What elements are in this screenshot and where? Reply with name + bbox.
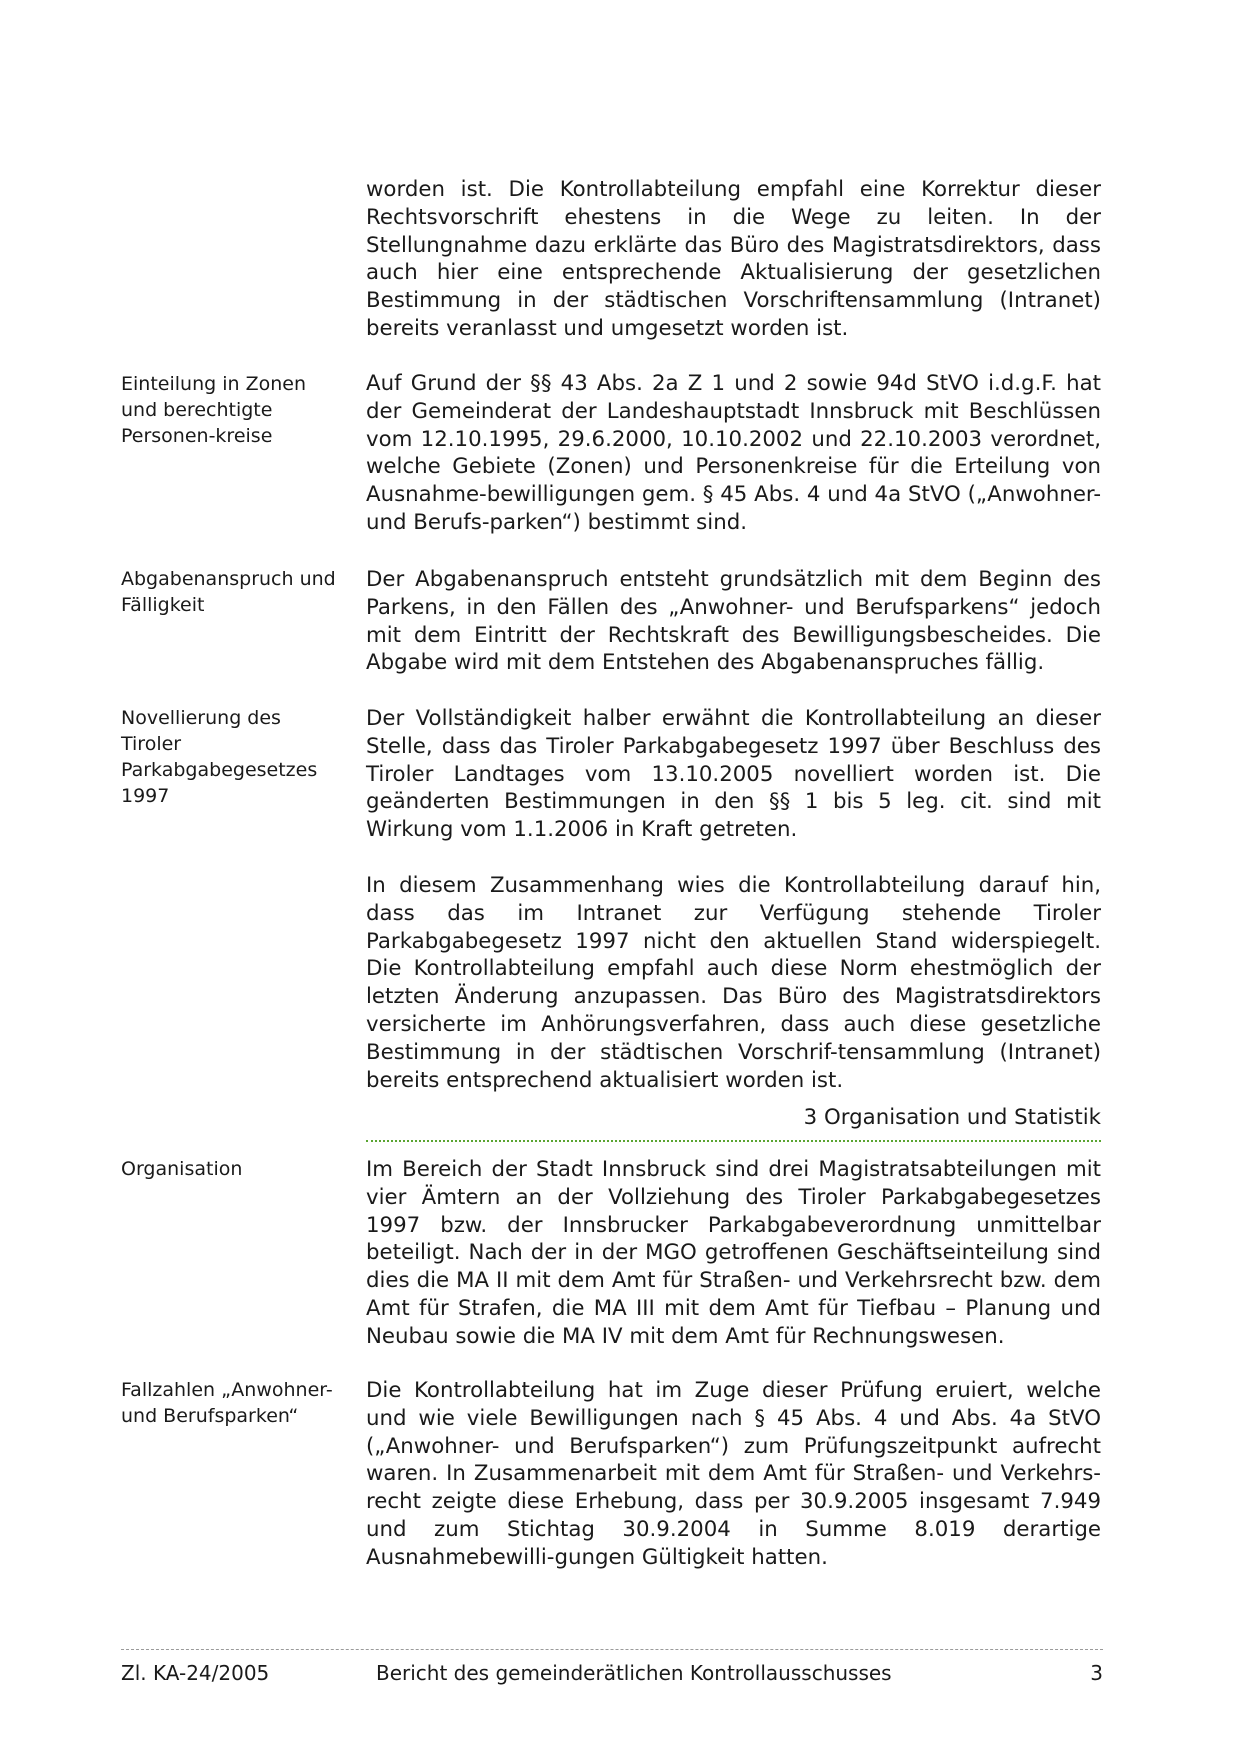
paragraph: Auf Grund der §§ 43 Abs. 2a Z 1 und 2 sowie 94d StVO i.d.g.F. hat der Gemeinderat der Landeshauptstadt Innsbruck mit Beschlüssen vom 12.10.1995, 29.6.2000, 10.10.2002 und 22.10.2003 verordnet, welche Gebiete (Zonen) und Personenkreise für die Erteilung von Ausnahme-bewilligungen gem. § 45 Abs. 4 und 4a StVO („Anwohner- und Berufs-parken“) bestimmt sind. (366, 371, 1101, 535)
margin-note-zones: Einteilung in Zonen und berechtigte Personen-kreise (121, 373, 306, 447)
paragraph: Der Vollständigkeit halber erwähnt die Kontrollabteilung an dieser Stelle, dass das Tiroler Parkabgabegesetz 1997 über Beschluss des Tiroler Landtages vom 13.10.2005 novelliert worden ist. Die geänderten Bestimmungen in den §§ 1 bis 5 leg. cit. sind mit Wirkung vom 1.1.2006 in Kraft getreten. (366, 706, 1101, 843)
margin-note-organisation: Organisation (121, 1158, 243, 1180)
margin-note-abgabenanspruch: Abgabenanspruch und Fälligkeit (121, 568, 336, 616)
page-number: 3 (1090, 1661, 1103, 1685)
body-zones (366, 370, 1101, 537)
margin-note-fallzahlen: Fallzahlen „Anwohner- und Berufsparken“ (121, 1379, 333, 1427)
paragraph: In diesem Zusammenhang wies die Kontrollabteilung darauf hin, dass das im Intranet zur Verfügung stehende Tiroler Parkabgabegesetz 1997 nicht den aktuellen Stand widerspiegelt. Die Kontrollabteilung empfahl auch diese Norm ehestmöglich der letzten Änderung anzupassen. Das Büro des Magistratsdirektors versicherte im Anhörungsverfahren, dass auch diese gesetzliche Bestimmung in der städtischen Vorschrif-tensammlung (Intranet) bereits entsprechend aktualisiert worden ist. (366, 873, 1101, 1093)
footer-title: Bericht des gemeinderätlichen Kontrollausschusses (376, 1661, 892, 1685)
section-heading: 3 Organisation und Statistik (366, 1104, 1101, 1142)
footer-divider (121, 1649, 1103, 1650)
body-organisation (366, 1156, 1101, 1351)
body-fallzahlen (366, 1377, 1101, 1572)
paragraph: worden ist. Die Kontrollabteilung empfahl eine Korrektur dieser Rechtsvorschrift ehestens in die Wege zu leiten. In der Stellungnahme dazu erklärte das Büro des Magistratsdirektors, dass auch hier eine entsprechende Aktualisierung der gesetzlichen Bestimmung in der städtischen Vorschriftensammlung (Intranet) bereits veranlasst und umgesetzt worden ist. (366, 177, 1101, 341)
continuation-paragraph (366, 176, 1101, 343)
paragraph: Die Kontrollabteilung hat im Zuge dieser Prüfung eruiert, welche und wie viele Bewilligungen nach § 45 Abs. 4 und Abs. 4a StVO („Anwohner- und Berufsparken“) zum Prüfungszeitpunkt aufrecht waren. In Zusammenarbeit mit dem Amt für Straßen- und Verkehrs-recht zeigte diese Erhebung, dass per 30.9.2005 insgesamt 7.949 und zum Stichtag 30.9.2004 in Summe 8.019 derartige Ausnahmebewilli-gungen Gültigkeit hatten. (366, 1378, 1101, 1570)
paragraph: Der Abgabenanspruch entsteht grundsätzlich mit dem Beginn des Parkens, in den Fällen des „Anwohner- und Berufsparkens“ jedoch mit dem Eintritt der Rechtskraft des Bewilligungsbescheides. Die Abgabe wird mit dem Entstehen des Abgabenanspruches fällig. (366, 567, 1101, 676)
body-abgabenanspruch (366, 566, 1101, 677)
margin-note-novellierung: Novellierung des Tiroler Parkabgabegesetzes 1997 (121, 707, 318, 807)
paragraph: Im Bereich der Stadt Innsbruck sind drei Magistratsabteilungen mit vier Ämtern an der Vollziehung des Tiroler Parkabgabegesetzes 1997 bzw. der Innsbrucker Parkabgabeverordnung unmittelbar beteiligt. Nach der in der MGO getroffenen Geschäftseinteilung sind dies die MA II mit dem Amt für Straßen- und Verkehrsrecht bzw. dem Amt für Strafen, die MA III mit dem Amt für Tiefbau – Planung und Neubau sowie die MA IV mit dem Amt für Rechnungswesen. (366, 1157, 1101, 1349)
body-novellierung (366, 705, 1101, 844)
body-novellierung-2 (366, 872, 1101, 1094)
footer-reference: Zl. KA-24/2005 (121, 1661, 270, 1685)
